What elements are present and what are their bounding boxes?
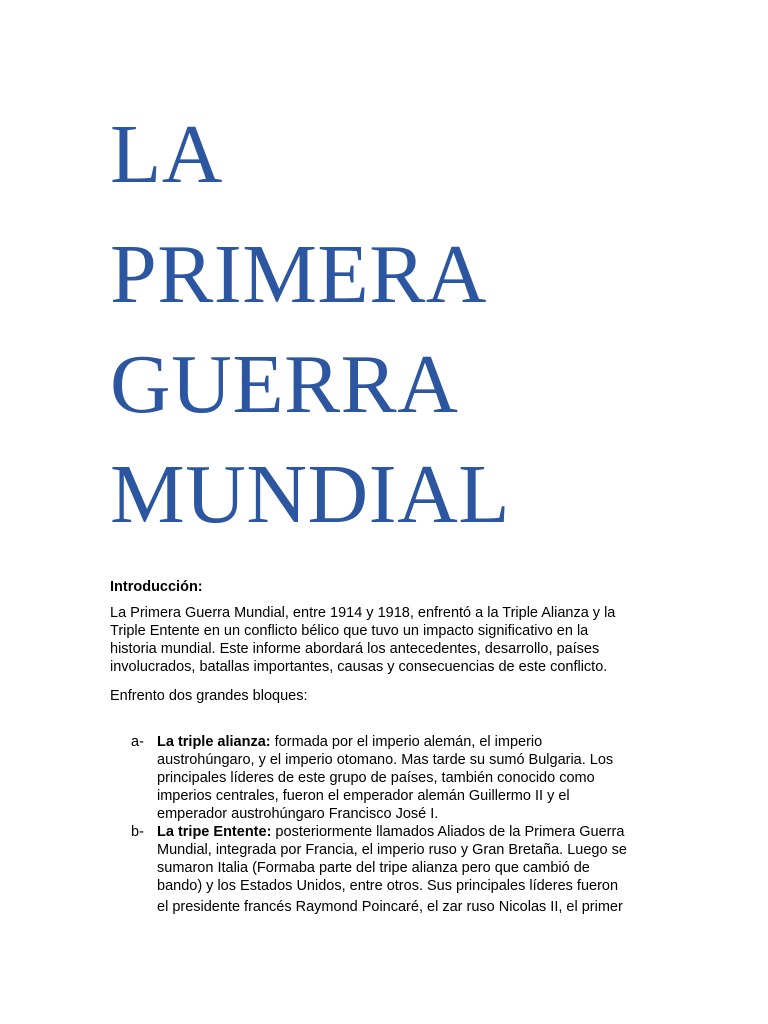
intro-heading: Introducción: [110,579,203,595]
list-item-line: emperador austrohúngaro Francisco José I. [157,806,439,822]
list-marker: b- [131,824,144,840]
list-item-line: sumaron Italia (Formaba parte del tripe alianza pero que cambió de [157,860,590,876]
list-item-line: austrohúngaro, y el imperio otomano. Mas tarde su sumó Bulgaria. Los [157,752,614,768]
list-item-line: bando) y los Estados Unidos, entre otros. Sus principales líderes fueron [157,878,619,894]
intro-paragraph [110,604,670,676]
intro-line: historia mundial. Este informe abordará los antecedentes, desarrollo, países [110,641,600,657]
list-item-text: posteriormente llamados Aliados de la Primera Guerra [271,824,625,840]
blocks-intro: Enfrento dos grandes bloques: [110,688,308,704]
list-item-line: principales líderes de este grupo de países, también conocido como [157,770,595,786]
title-line-4: MUNDIAL [110,448,511,541]
list-item-text: formada por el imperio alemán, el imperio [270,734,543,750]
title-line-3: GUERRA [110,338,459,431]
list-item-label: La tripe Entente: [157,824,272,840]
list-item-first-line [157,733,669,751]
list-item-line: imperios centrales, fueron el emperador alemán Guillermo II y el [157,788,570,804]
list-item-first-line [157,823,669,841]
intro-line: involucrados, batallas importantes, causas y consecuencias de este conflicto. [110,659,608,675]
list-item-line: el presidente francés Raymond Poincaré, el zar ruso Nicolas II, el primer [157,899,623,915]
intro-line: La Primera Guerra Mundial, entre 1914 y 1918, enfrentó a la Triple Alianza y la [110,605,616,621]
title-line-2: PRIMERA [110,228,487,321]
list-item-content [157,733,669,823]
intro-line: Triple Entente en un conflicto bélico que tuvo un impacto significativo en la [110,623,589,639]
title-line-1: LA [110,108,223,201]
list-item-line: Mundial, integrada por Francia, el imperio ruso y Gran Bretaña. Luego se [157,842,627,858]
list-item-label: La triple alianza: [157,734,271,750]
list-marker: a- [131,734,144,750]
list-item-content [157,823,669,916]
